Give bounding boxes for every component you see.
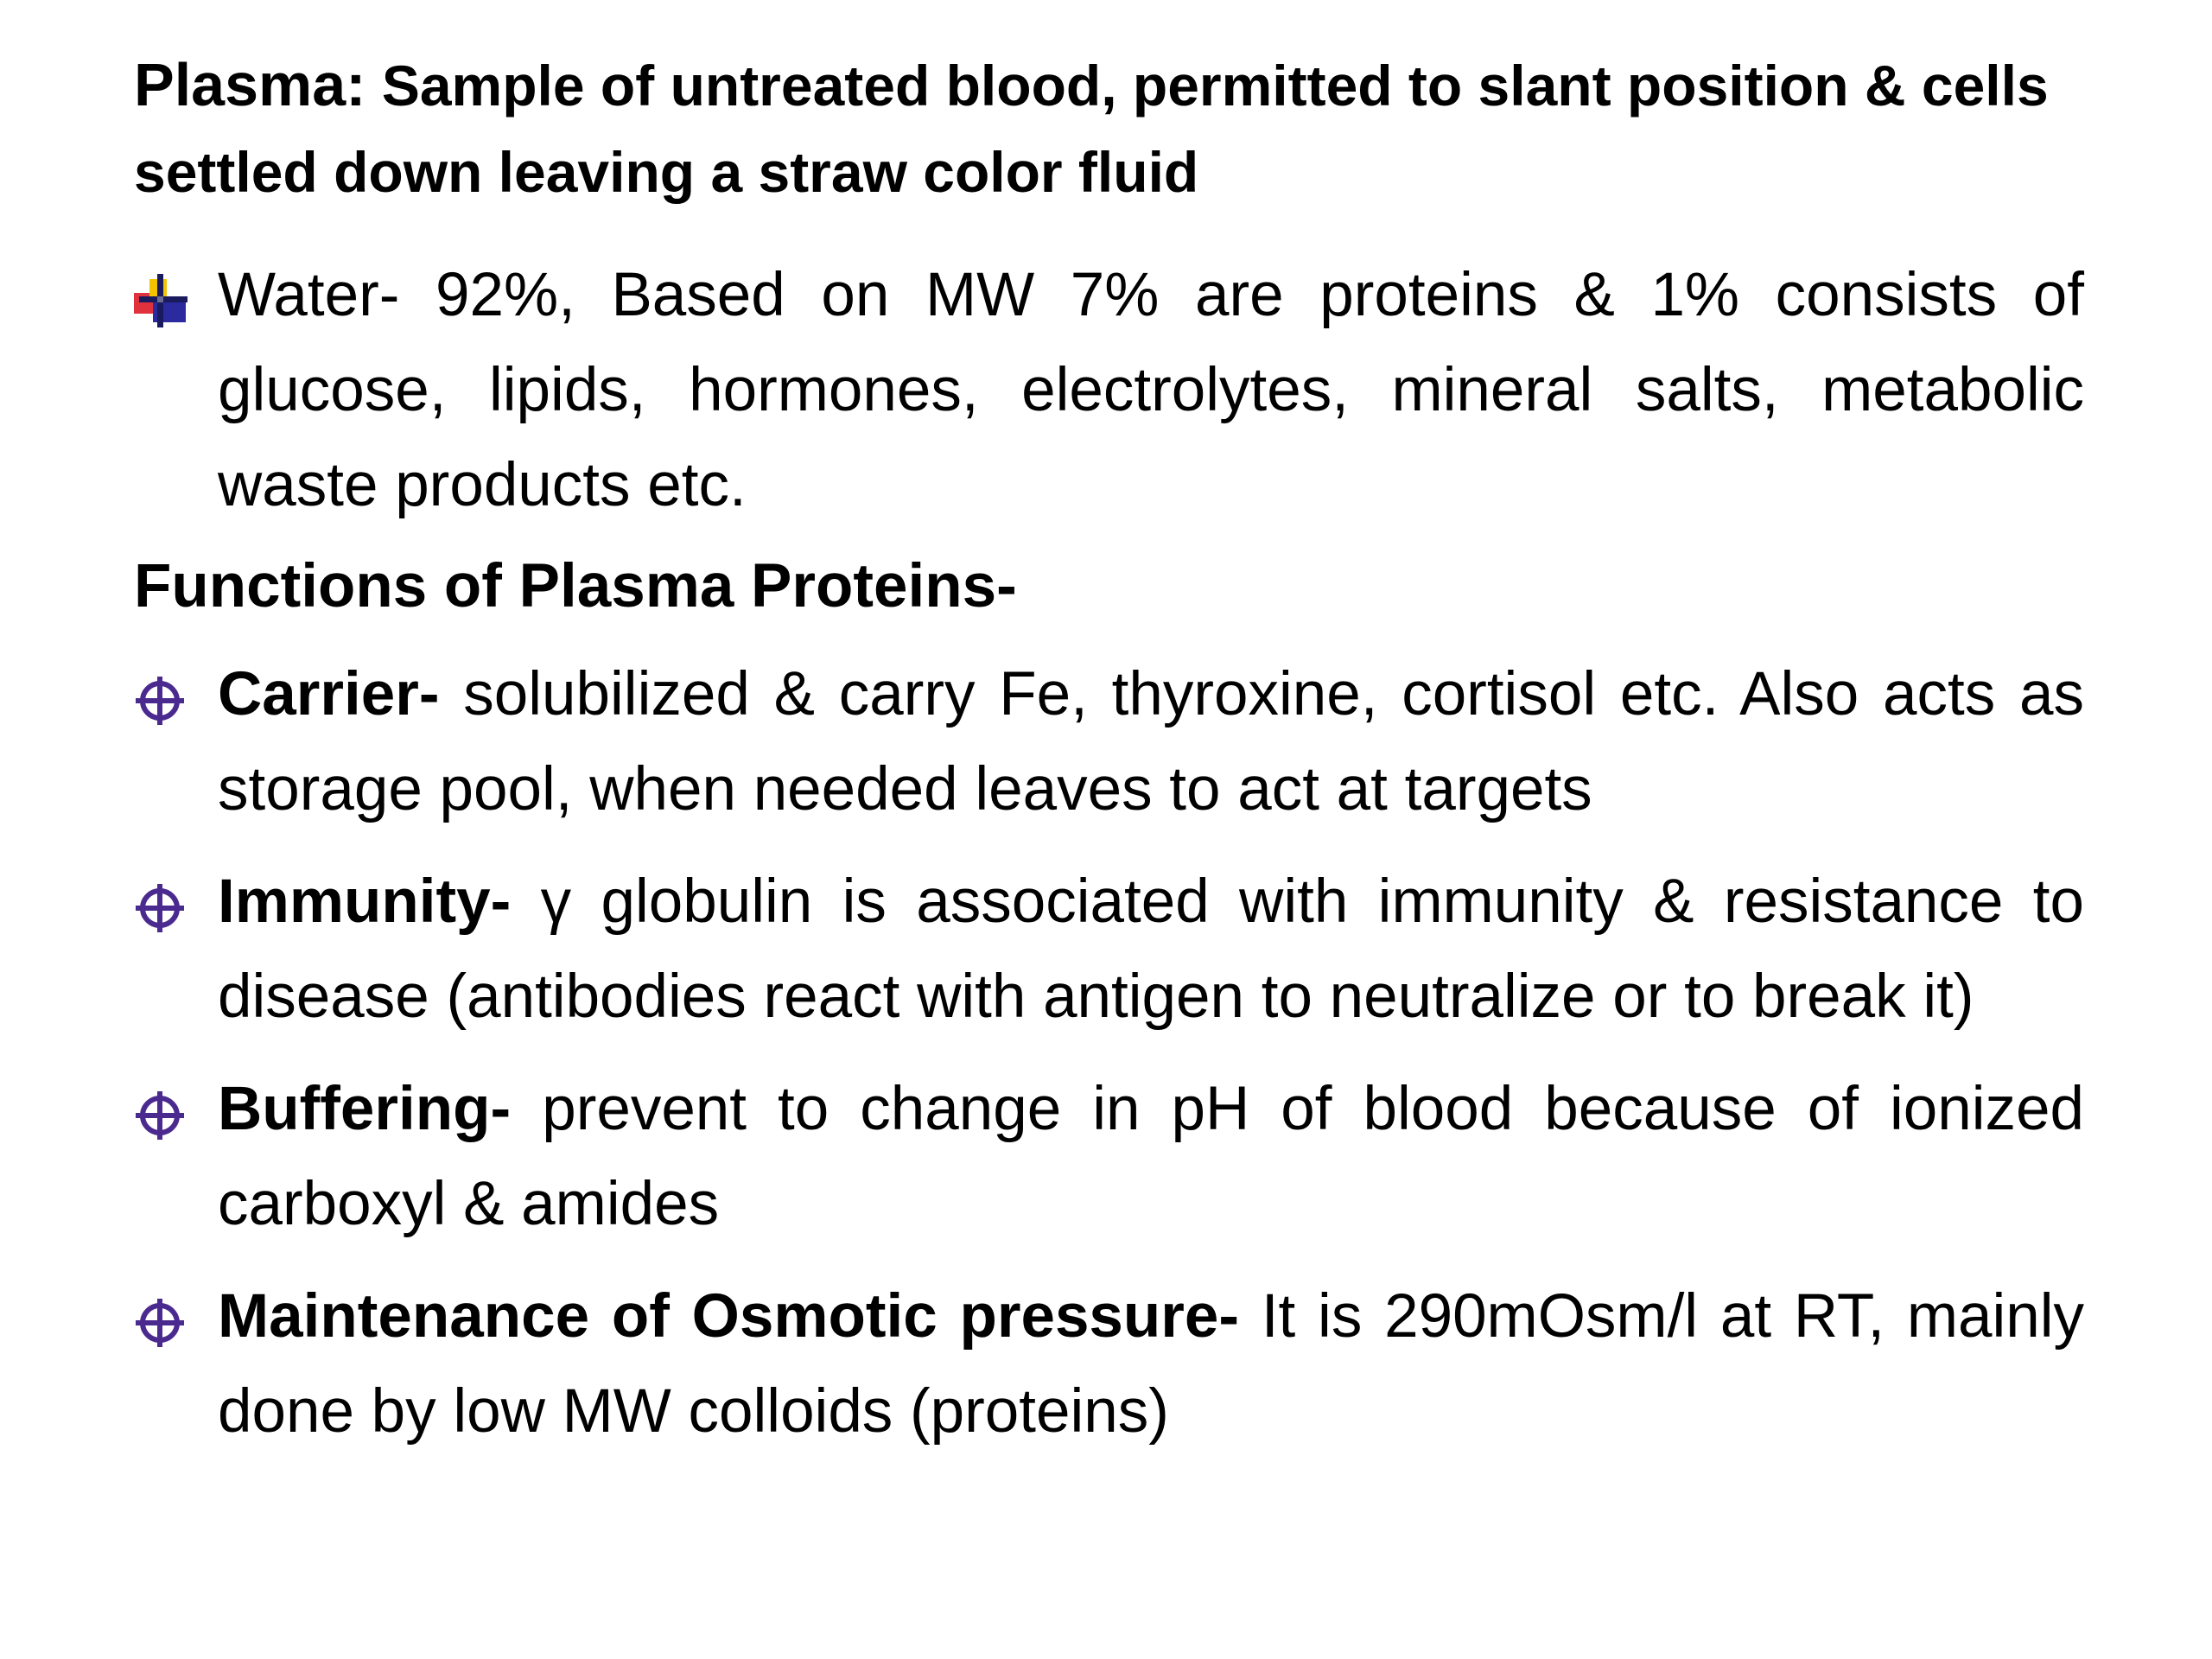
function-text: prevent to change in pH of blood because of ionized carboxyl & amides <box>218 1075 2084 1238</box>
crosshair-bullet-icon <box>134 647 186 742</box>
function-item-buffering <box>134 1062 2084 1252</box>
functions-title: Functions of Plasma Proteins- <box>134 552 1017 620</box>
crosshair-bullet-icon <box>134 855 186 950</box>
function-text: It is 290mOsm/l at RT, mainly done by low MW colloids (proteins) <box>218 1282 2084 1446</box>
crosshair-bullet-icon <box>134 1269 186 1364</box>
colored-square-bullet-icon <box>134 248 186 343</box>
heading-text: Sample of untreated blood, permitted to slant position & cells settled down leaving a straw color fluid <box>134 54 2049 204</box>
function-item-carrier <box>134 647 2084 837</box>
function-text: solubilized & carry Fe, thyroxine, cortisol etc. Also acts as storage pool, when needed leaves to act at targets <box>218 660 2085 823</box>
composition-text: Water- 92%, Based on MW 7% are proteins & 1% consists of glucose, lipids, hormones, electrolytes, mineral salts, metabolic waste products etc. <box>218 261 2084 519</box>
function-term: Maintenance of Osmotic pressure- <box>218 1282 1240 1351</box>
function-text: γ globulin is associated with immunity & resistance to disease (antibodies react with antigen to neutralize or to break it) <box>218 868 2084 1031</box>
function-term: Carrier- <box>218 660 440 728</box>
crosshair-bullet-icon <box>134 1062 186 1157</box>
slide-heading <box>134 41 2084 215</box>
heading-lead: Plasma: <box>134 51 366 118</box>
function-item-immunity <box>134 855 2084 1045</box>
function-term: Buffering- <box>218 1075 512 1143</box>
composition-bullet <box>134 248 2084 533</box>
function-term: Immunity- <box>218 868 512 936</box>
function-item-osmotic-pressure <box>134 1269 2084 1459</box>
